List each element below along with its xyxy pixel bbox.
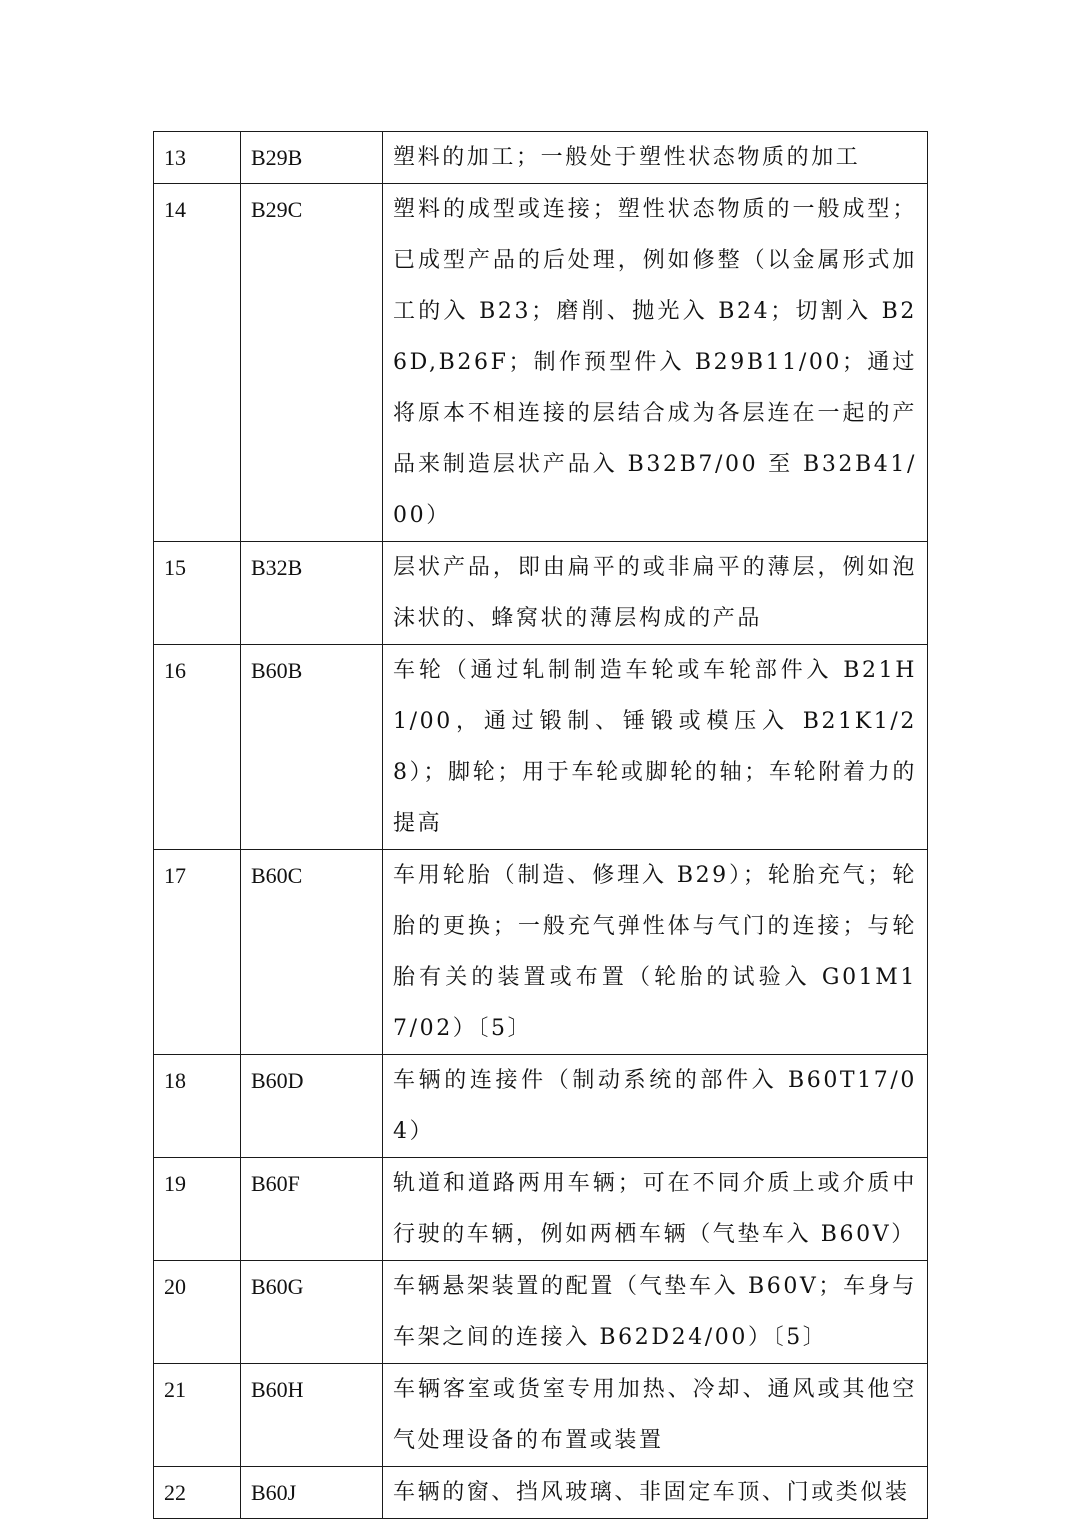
table-row: [154, 132, 928, 184]
row-number: 19: [154, 1158, 241, 1261]
ipc-code: B60G: [241, 1261, 383, 1364]
row-number: 13: [154, 132, 241, 184]
class-description: 车辆悬架装置的配置（气垫车入 B60V；车身与车架之间的连接入 B62D24/00）〔5〕: [383, 1261, 928, 1364]
row-number: 17: [154, 850, 241, 1055]
class-description: 车辆的连接件（制动系统的部件入 B60T17/04）: [383, 1055, 928, 1158]
table-row: [154, 850, 928, 1055]
class-description: 塑料的加工；一般处于塑性状态物质的加工: [383, 132, 928, 184]
ipc-code: B32B: [241, 542, 383, 645]
row-number: 16: [154, 645, 241, 850]
ipc-code: B60H: [241, 1364, 383, 1467]
row-number: 22: [154, 1467, 241, 1519]
row-number: 21: [154, 1364, 241, 1467]
table-row: [154, 1261, 928, 1364]
ipc-code: B29C: [241, 184, 383, 542]
table-row: [154, 1158, 928, 1261]
row-number: 18: [154, 1055, 241, 1158]
ipc-code: B60D: [241, 1055, 383, 1158]
row-number: 20: [154, 1261, 241, 1364]
table-row: [154, 1364, 928, 1467]
ipc-code: B60F: [241, 1158, 383, 1261]
ipc-code: B60J: [241, 1467, 383, 1519]
class-description: 车轮（通过轧制制造车轮或车轮部件入 B21H1/00，通过锻制、锤锻或模压入 B21K1/28）；脚轮；用于车轮或脚轮的轴；车轮附着力的提高: [383, 645, 928, 850]
ipc-code: B60B: [241, 645, 383, 850]
ipc-code: B60C: [241, 850, 383, 1055]
table-row: [154, 1055, 928, 1158]
class-description: 层状产品，即由扁平的或非扁平的薄层，例如泡沫状的、蜂窝状的薄层构成的产品: [383, 542, 928, 645]
class-description: 车辆客室或货室专用加热、冷却、通风或其他空气处理设备的布置或装置: [383, 1364, 928, 1467]
class-description: 车用轮胎（制造、修理入 B29）；轮胎充气；轮胎的更换；一般充气弹性体与气门的连接；与轮胎有关的装置或布置（轮胎的试验入 G01M17/02）〔5〕: [383, 850, 928, 1055]
table-row: [154, 645, 928, 850]
classification-table: [153, 131, 928, 1519]
table-row: [154, 1467, 928, 1519]
class-description: 轨道和道路两用车辆；可在不同介质上或介质中行驶的车辆，例如两栖车辆（气垫车入 B60V）: [383, 1158, 928, 1261]
table-row: [154, 542, 928, 645]
row-number: 14: [154, 184, 241, 542]
row-number: 15: [154, 542, 241, 645]
class-description: 车辆的窗、挡风玻璃、非固定车顶、门或类似装: [383, 1467, 928, 1519]
class-description: 塑料的成型或连接；塑性状态物质的一般成型；已成型产品的后处理，例如修整（以金属形式加工的入 B23；磨削、抛光入 B24；切割入 B26D,B26F；制作预型件入 B29B11/00；通过将原本不相连接的层结合成为各层连在一起的产品来制造层状产品入 B32B7/00 至 B32B41/00）: [383, 184, 928, 542]
table-row: [154, 184, 928, 542]
ipc-code: B29B: [241, 132, 383, 184]
